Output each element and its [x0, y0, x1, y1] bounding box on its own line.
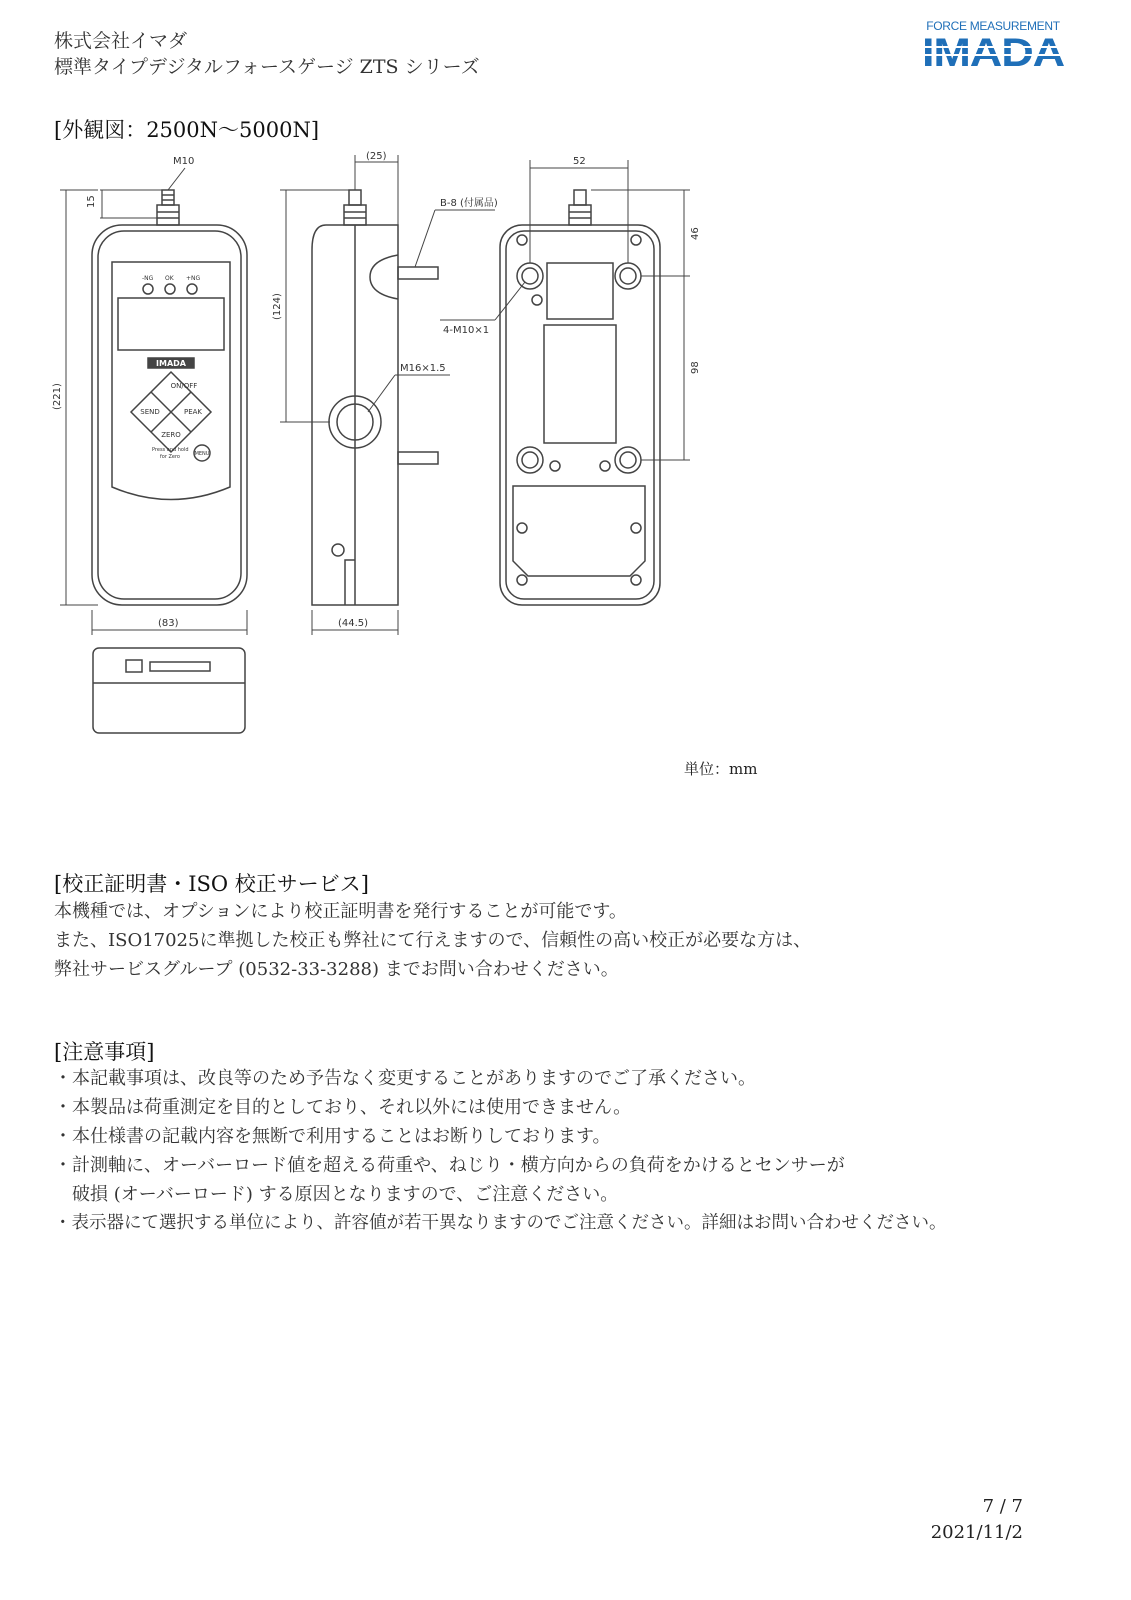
btn-zero: ZERO: [161, 431, 181, 439]
unit-note: 単位：mm: [684, 760, 758, 778]
dim-46: 46: [690, 227, 701, 240]
dim-b8: B-8 (付属品): [440, 198, 498, 209]
exterior-drawing: [50, 150, 770, 760]
calibration-title: [校正証明書・ISO 校正サービス]: [54, 872, 369, 896]
imada-logo: [918, 18, 1068, 70]
hint-for-zero: for Zero: [160, 454, 180, 460]
dim-44-5: (44.5): [338, 618, 369, 629]
note-line: ・計測軸に、オーバーロード値を超える荷重や、ねじり・横方向からの負荷をかけるとセンサーが: [54, 1155, 845, 1176]
note-line: ・本製品は荷重測定を目的としており、それ以外には使用できません。: [54, 1097, 632, 1118]
dim-4-m10: 4-M10×1: [443, 325, 490, 336]
side-view: [312, 190, 438, 605]
note-line: ・本仕様書の記載内容を無断で利用することはお断りしております。: [54, 1126, 611, 1147]
hint-press-hold: Press and hold: [152, 447, 189, 453]
dim-83: (83): [158, 618, 179, 629]
dim-m16: M16×1.5: [400, 363, 446, 374]
device-brand: IMADA: [156, 359, 186, 368]
note-line: ・本記載事項は、改良等のため予告なく変更することがありますのでご了承ください。: [54, 1068, 756, 1089]
dim-m10: M10: [173, 156, 195, 167]
calibration-line: 本機種では、オプションにより校正証明書を発行することが可能です。: [54, 901, 627, 922]
notes-body: [54, 1064, 947, 1238]
calibration-body: [54, 897, 811, 984]
dim-221: (221): [52, 383, 63, 410]
company-name: 株式会社イマダ: [54, 30, 188, 52]
indicator-pos-ng: +NG: [186, 275, 201, 282]
note-line: 破損 (オーバーロード) する原因となりますので、ご注意ください。: [54, 1184, 619, 1205]
product-line-title: 標準タイプデジタルフォースゲージ ZTS シリーズ: [54, 56, 480, 78]
btn-menu: MENU: [194, 451, 210, 457]
front-view: [92, 190, 247, 733]
note-line: ・表示器にて選択する単位により、許容値が若干異なりますのでご注意ください。詳細はお問い合わせください。: [54, 1213, 947, 1233]
page-number: 7 / 7: [982, 1496, 1023, 1517]
notes-title: [注意事項]: [54, 1040, 155, 1064]
dim-52: 52: [573, 156, 586, 167]
btn-send: SEND: [140, 408, 160, 416]
btn-peak: PEAK: [183, 408, 203, 416]
back-view: [500, 190, 660, 605]
btn-onoff: ON/OFF: [170, 382, 198, 390]
calibration-line: 弊社サービスグループ (0532-33-3288) までお問い合わせください。: [54, 959, 619, 980]
dim-15: 15: [86, 195, 97, 208]
logo-tagline: FORCE MEASUREMENT: [926, 19, 1060, 33]
indicator-neg-ng: -NG: [142, 275, 154, 282]
dim-98: 98: [690, 361, 701, 374]
indicator-ok: OK: [165, 275, 174, 282]
dim-124: (124): [272, 293, 283, 320]
doc-date: 2021/11/2: [930, 1522, 1023, 1543]
logo-brand: IMADA: [922, 31, 1065, 70]
exterior-title: [外観図：2500N～5000N]: [54, 118, 320, 142]
calibration-line: また、ISO17025に準拠した校正も弊社にて行えますので、信頼性の高い校正が必要な方は、: [54, 930, 812, 951]
dim-25: (25): [366, 151, 387, 162]
